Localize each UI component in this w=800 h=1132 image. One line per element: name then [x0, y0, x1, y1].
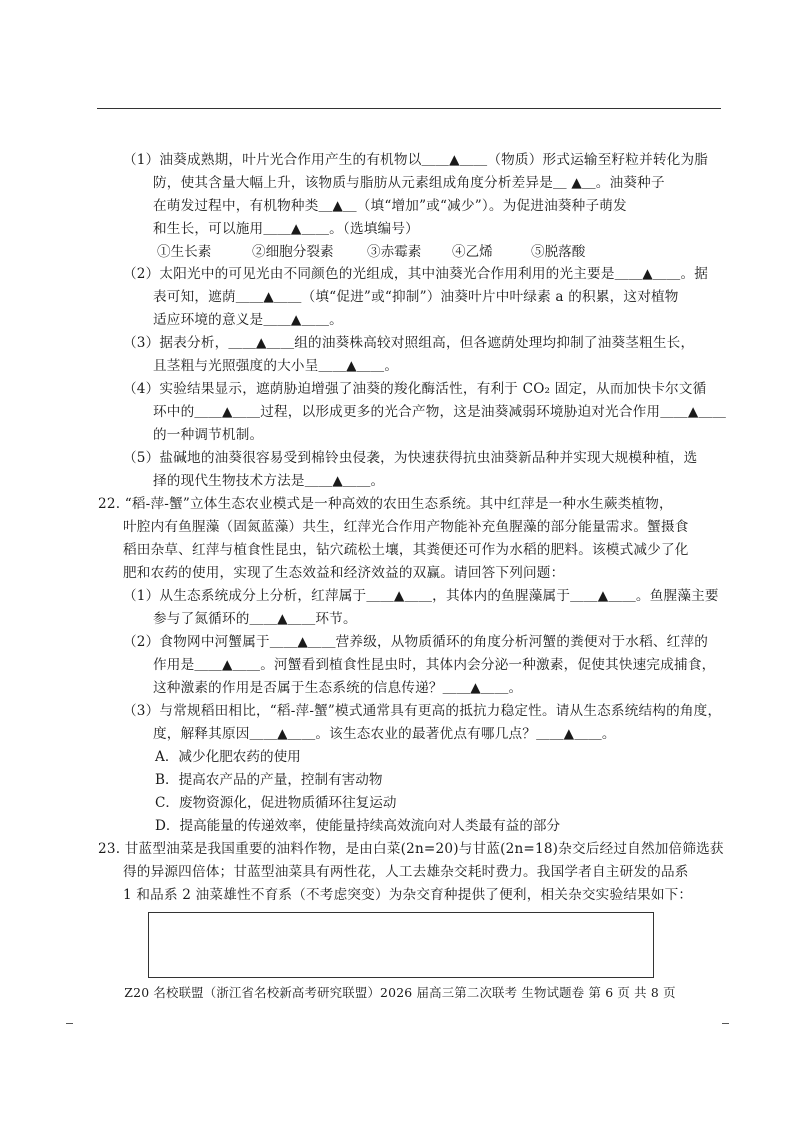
q21-line: 的一种调节机制。 [153, 427, 264, 443]
corner-mark [66, 1023, 73, 1024]
q22-option-b: B．提高农产品的产量，控制有害动物 [155, 772, 383, 788]
option-ethylene: ④乙烯 [452, 244, 493, 260]
q21-line: （1）油葵成熟期，叶片光合作用产生的有机物以＿＿▲＿＿（物质）形式运输至籽粒并转化为脂 [123, 152, 709, 168]
q21-line: 环中的＿＿▲＿＿过程，以形成更多的光合产物，这是油葵减弱环境胁迫对光合作用＿＿▲＿＿ [153, 404, 727, 420]
q22-line: （1）从生态系统成分上分析，红萍属于＿＿▲＿＿，其体内的鱼腥藻属于＿＿▲＿＿。鱼腥藻主要 [123, 588, 719, 604]
header-rule [97, 108, 721, 109]
option-abscisic-acid: ⑤脱落酸 [531, 244, 586, 260]
option-gibberellin: ③赤霉素 [367, 244, 422, 260]
q21-line: 且茎粗与光照强度的大小呈＿＿▲＿＿。 [153, 358, 399, 374]
q21-line: （5）盐碱地的油葵很容易受到棉铃虫侵袭，为快速获得抗虫油葵新品种并实现大规模种植，选 [123, 450, 698, 466]
option-cytokinin: ②细胞分裂素 [252, 244, 334, 260]
q22-line: 作用是＿＿▲＿＿。河蟹看到植食性昆虫时，其体内会分泌一种激素，促使其快速完成捕食， [153, 657, 716, 673]
q22-option-d: D．提高能量的传递效率，使能量持续高效流向对人类最有益的部分 [155, 818, 561, 834]
q22-option-c: C．废物资源化，促进物质循环往复运动 [155, 795, 397, 811]
q21-line: 适应环境的意义是＿＿▲＿＿。 [153, 312, 343, 328]
q22-line: 参与了氮循环的＿＿▲＿＿环节。 [153, 611, 357, 627]
q22-line: （2）食物网中河蟹属于＿＿▲＿＿营养级，从物质循环的角度分析河蟹的粪便对于水稻、红萍的 [123, 634, 709, 650]
q23-line: 得的异源四倍体；甘蓝型油菜具有两性花，人工去雄杂交耗时费力。我国学者自主研发的品系 [123, 864, 689, 880]
q22-line: 叶腔内有鱼腥藻（固氮蓝藻）共生，红萍光合作用产物能补充鱼腥藻的部分能量需求。蟹摄食 [123, 519, 689, 535]
q21-line: 表可知，遮荫＿＿▲＿＿（填“促进”或“抑制”）油葵叶片中叶绿素 a 的积累，这对植物 [153, 289, 679, 305]
q22-line: （3）与常规稻田相比，“稻-萍-蟹”模式通常具有更高的抵抗力稳定性。请从生态系统结构的角度， [123, 703, 722, 719]
q21-line: （3）据表分析，＿＿▲＿＿组的油葵株高较对照组高，但各遮荫处理均抑制了油葵茎粗生长， [123, 335, 695, 351]
q21-line: （2）太阳光中的可见光由不同颜色的光组成，其中油葵光合作用利用的光主要是＿＿▲＿＿。据 [123, 266, 709, 282]
q23-line: 1 和品系 2 油菜雄性不育系（不考虑突变）为杂交育种提供了便利，相关杂交实验结果如下： [123, 887, 693, 903]
page-footer: Z20 名校联盟（浙江省名校新高考研究联盟）2026 届高三第二次联考 生物试题卷 第 6 页 共 8 页 [124, 985, 676, 1000]
option-auxin: ①生长素 [157, 244, 212, 260]
q22-line: 这种激素的作用是否属于生态系统的信息传递？＿＿▲＿＿。 [153, 680, 523, 696]
q21-line: （4）实验结果显示，遮荫胁迫增强了油葵的羧化酶活性，有利于 CO₂ 固定，从而加快卡尔文循 [123, 381, 707, 397]
q22-line: 22. “稻-萍-蟹”立体生态农业模式是一种高效的农田生态系统。其中红萍是一种水生蕨类植物， [98, 496, 673, 512]
q21-line: 和生长，可以施用＿＿▲＿＿。（选填编号） [153, 221, 419, 237]
q21-line: 在萌发过程中，有机物种类＿▲＿（填“增加”或“减少”）。为促进油葵种子萌发 [153, 198, 627, 214]
q21-line: 防，使其含量大幅上升，该物质与脂肪从元素组成角度分析差异是＿ ▲＿。油葵种子 [153, 175, 665, 191]
corner-mark [722, 1023, 729, 1024]
q22-line: 肥和农药的使用，实现了生态效益和经济效益的双赢。请回答下列问题： [123, 565, 565, 581]
q23-line: 23. 甘蓝型油菜是我国重要的油料作物，是由白菜(2n=20)与甘蓝(2n=18)杂交后经过自然加倍筛选获 [98, 841, 724, 857]
q21-line: 择的现代生物技术方法是＿＿▲＿＿。 [153, 473, 385, 489]
cross-experiment-diagram [148, 912, 654, 978]
q22-line: 度，解释其原因＿＿▲＿＿。该生态农业的最著优点有哪几点？＿＿▲＿＿。 [153, 726, 616, 742]
q22-line: 稻田杂草、红萍与植食性昆虫，钻穴疏松土壤，其粪便还可作为水稻的肥料。该模式减少了化 [123, 542, 689, 558]
q22-option-a: A．减少化肥农药的使用 [155, 749, 301, 765]
